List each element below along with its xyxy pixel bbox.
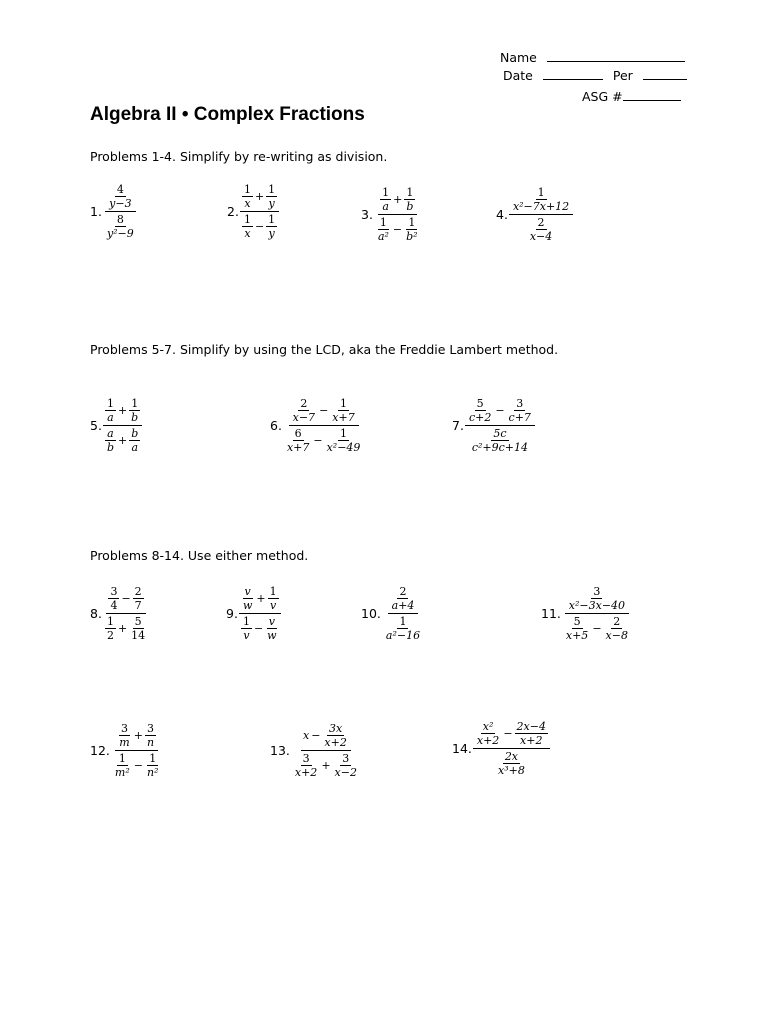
name-label: Name xyxy=(500,50,537,65)
complex-fraction xyxy=(103,183,138,240)
denominator: x−4 xyxy=(529,230,553,243)
complex-fraction: $\frac{2}{x-7}$ − $\frac{1}{x+7}$ $\frac{6}{x+7}$ − $\frac{1}{\text{x²−49}}$ xyxy=(286,397,361,454)
problem-7 xyxy=(452,397,535,454)
problem-2 xyxy=(227,183,279,240)
asg-line xyxy=(582,87,681,106)
denominator: x²−7x+12 xyxy=(512,200,570,213)
problem-number: 1. xyxy=(90,204,102,219)
date-line xyxy=(503,66,687,85)
problem-number: 3. xyxy=(361,207,373,222)
problem-3 xyxy=(361,186,422,243)
problem-number: 6. xyxy=(270,418,282,433)
section-3-instructions: Problems 8-14. Use either method. xyxy=(90,548,309,563)
problem-11 xyxy=(541,585,632,642)
complex-fraction: x − $\frac{3x}{x+2}$ $\frac{3}{x+2}$ + $\frac{3}{x-2}$ xyxy=(294,722,357,779)
problem-13 xyxy=(270,722,361,779)
problem-1 xyxy=(90,183,138,240)
page-title: Algebra II • Complex Fractions xyxy=(90,104,365,125)
problem-number: 7. xyxy=(452,418,464,433)
problem-number: 8. xyxy=(90,606,102,621)
numerator: 2 xyxy=(537,216,545,229)
date-blank[interactable] xyxy=(543,66,603,80)
name-blank[interactable] xyxy=(547,48,685,62)
asg-label: ASG # xyxy=(582,89,623,104)
name-line xyxy=(500,48,685,67)
complex-fraction: $\frac{3}{\text{x²−3x−40}}$ $\frac{5}{x+5}$ − $\frac{2}{x-8}$ xyxy=(565,585,628,642)
complex-fraction: $\frac{1}{x}$ + $\frac{1}{y}$ $\frac{1}{x}$ − $\frac{1}{y}$ xyxy=(240,183,279,240)
problem-10 xyxy=(361,585,424,642)
denominator: y²−9 xyxy=(106,227,134,240)
complex-fraction: $\frac{3}{4}$ − $\frac{2}{7}$ $\frac{1}{2}$ + $\frac{5}{14}$ xyxy=(106,585,146,642)
complex-fraction xyxy=(509,186,573,243)
problem-number: 13. xyxy=(270,743,290,758)
complex-fraction: $\frac{v}{w}$ + $\frac{1}{v}$ $\frac{1}{v}$ − $\frac{v}{w}$ xyxy=(239,585,281,642)
problem-6 xyxy=(270,397,364,454)
problem-number: 9. xyxy=(226,606,238,621)
numerator: 1 xyxy=(537,186,545,199)
problem-number: 11. xyxy=(541,606,561,621)
problem-14 xyxy=(452,720,550,777)
complex-fraction: $\frac{\text{x²}}{x+2}$ − $\frac{2x-4}{x+2}$ $\frac{2x}{\text{x³+8}}$ xyxy=(473,720,550,777)
section-1-instructions: Problems 1-4. Simplify by re-writing as division. xyxy=(90,149,388,164)
complex-fraction: $\frac{1}{a}$ + $\frac{1}{b}$ $\frac{a}{b}$ + $\frac{b}{a}$ xyxy=(103,397,142,454)
problem-number: 2. xyxy=(227,204,239,219)
denominator: y−3 xyxy=(109,197,132,210)
problem-9 xyxy=(226,585,281,642)
section-2-instructions: Problems 5-7. Simplify by using the LCD, aka the Freddie Lambert method. xyxy=(90,342,559,357)
problem-number: 5. xyxy=(90,418,102,433)
asg-blank[interactable] xyxy=(623,87,681,101)
numerator: 4 xyxy=(116,183,124,196)
problem-4 xyxy=(496,186,573,243)
problem-12 xyxy=(90,722,162,779)
complex-fraction: $\frac{5}{c+2}$ − $\frac{3}{c+7}$ $\frac{5c}{\text{c²+9c+14}}$ xyxy=(465,397,535,454)
problem-number: 12. xyxy=(90,743,110,758)
problem-8 xyxy=(90,585,149,642)
problem-5 xyxy=(90,397,142,454)
per-blank[interactable] xyxy=(643,66,687,80)
problem-number: 10. xyxy=(361,606,381,621)
numerator: 8 xyxy=(116,213,124,226)
complex-fraction: $\frac{1}{a}$ + $\frac{1}{b}$ $\frac{1}{\text{a²}}$ − $\frac{1}{\text{b²}}$ xyxy=(377,186,418,243)
problem-number: 4. xyxy=(496,207,508,222)
date-label: Date xyxy=(503,68,533,83)
complex-fraction: $\frac{3}{m}$ + $\frac{3}{n}$ $\frac{1}{\text{m²}}$ − $\frac{1}{\text{n²}}$ xyxy=(114,722,159,779)
per-label: Per xyxy=(612,68,633,83)
complex-fraction: $\frac{\frac{2}{a+4}}{\frac{1}{\text{a²−16}}}$ xyxy=(385,585,421,642)
problem-number: 14. xyxy=(452,741,472,756)
